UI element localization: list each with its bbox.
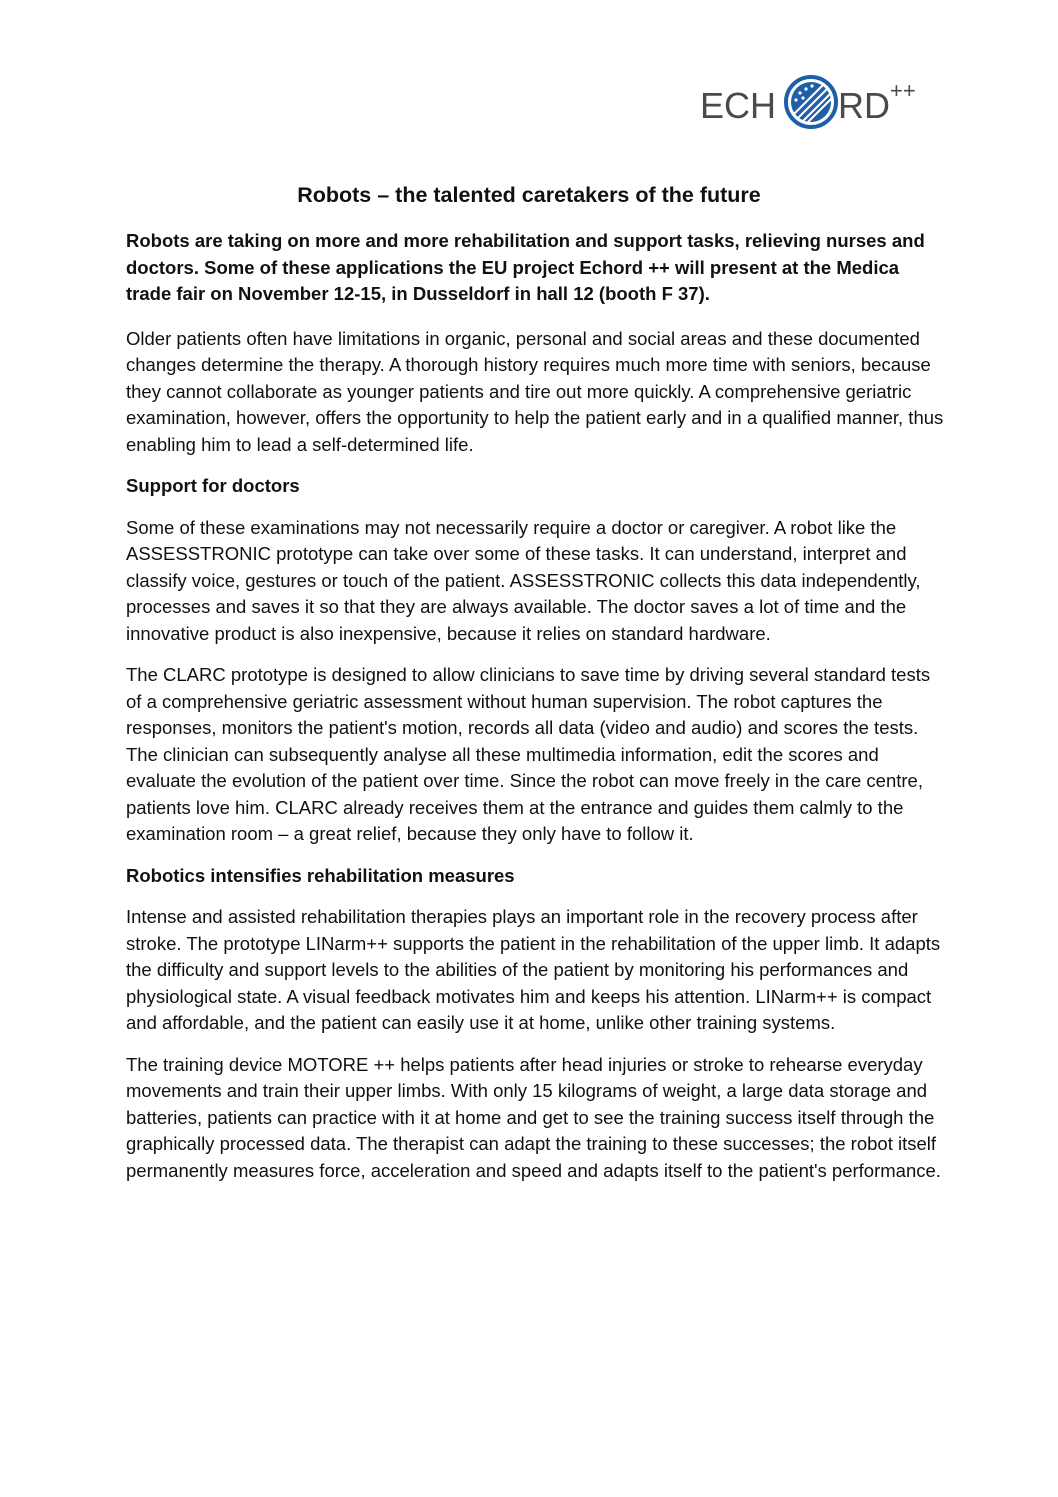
lead-paragraph: Robots are taking on more and more rehabilitation and support tasks, relieving nurses and doctors. Some of these applications the EU project Echord ++ will present at the Medica trade fair on November 12-15, in Dusseldorf in hall 12 (booth F 37). xyxy=(126,230,925,304)
globe-emblem-icon xyxy=(786,77,836,127)
section-heading-rehabilitation: Robotics intensifies rehabilitation measures xyxy=(126,864,515,886)
paragraph-assesstronic: Some of these examinations may not necessarily require a doctor or caregiver. A robot like the ASSESSTRONIC prototype can take over some of these tasks. It can understand, interpret and classify voice, gestures or touch of the patient. ASSESSTRONIC collects this data independently, processes and saves it so that they are always available. The doctor saves a lot of time and the innovative product is also inexpensive, because it relies on standard hardware. xyxy=(126,516,921,644)
paragraph-motore: The training device MOTORE ++ helps patients after head injuries or stroke to rehearse everyday movements and train their upper limbs. With only 15 kilograms of weight, a large data storage and batteries, patients can practice with it at home and get to see the training success itself through the graphically processed data. The therapist can adapt the training to these successes; the robot itself permanently measures force, acceleration and speed and adapts itself to the patient's performance. xyxy=(126,1053,941,1181)
svg-text:++: ++ xyxy=(890,78,916,103)
echord-logo-graphic xyxy=(700,62,940,142)
paragraph-clarc: The CLARC prototype is designed to allow clinicians to save time by driving several standard tests of a comprehensive geriatric assessment without human supervision. The robot captures the responses, monitors the patient's motion, records all data (video and audio) and scores the tests. The clinician can subsequently analyse all these multimedia information, edit the scores and evaluate the evolution of the patient over time. Since the robot can move freely in the care centre, patients love him. CLARC already receives them at the entrance and guides them calmly to the examination room – a great relief, because they only have to follow it. xyxy=(126,664,931,844)
svg-text:RD: RD xyxy=(838,85,890,126)
paragraph-linarm: Intense and assisted rehabilitation therapies plays an important role in the recovery process after stroke. The prototype LINarm++ supports the patient in the rehabilitation of the upper limb. It adapts the difficulty and support levels to the abilities of the patient by monitoring his performances and physiological state. A visual feedback motivates him and keeps his attention. LINarm++ is compact and affordable, and the patient can easily use it at home, unlike other training systems. xyxy=(126,906,941,1033)
page-title: Robots – the talented caretakers of the future xyxy=(297,183,761,207)
intro-paragraph: Older patients often have limitations in organic, personal and social areas and these documented changes determine the therapy. A thorough history requires much more time with seniors, because they cannot collaborate as younger patients and tire out more quickly. A comprehensive geriatric examination, however, offers the opportunity to help the patient early and in a qualified manner, thus enabling him to lead a self-determined life. xyxy=(126,327,944,455)
article-body xyxy=(126,228,946,1199)
svg-text:ECH: ECH xyxy=(700,85,777,126)
echord-logo xyxy=(700,62,940,142)
section-heading-support: Support for doctors xyxy=(126,475,300,496)
